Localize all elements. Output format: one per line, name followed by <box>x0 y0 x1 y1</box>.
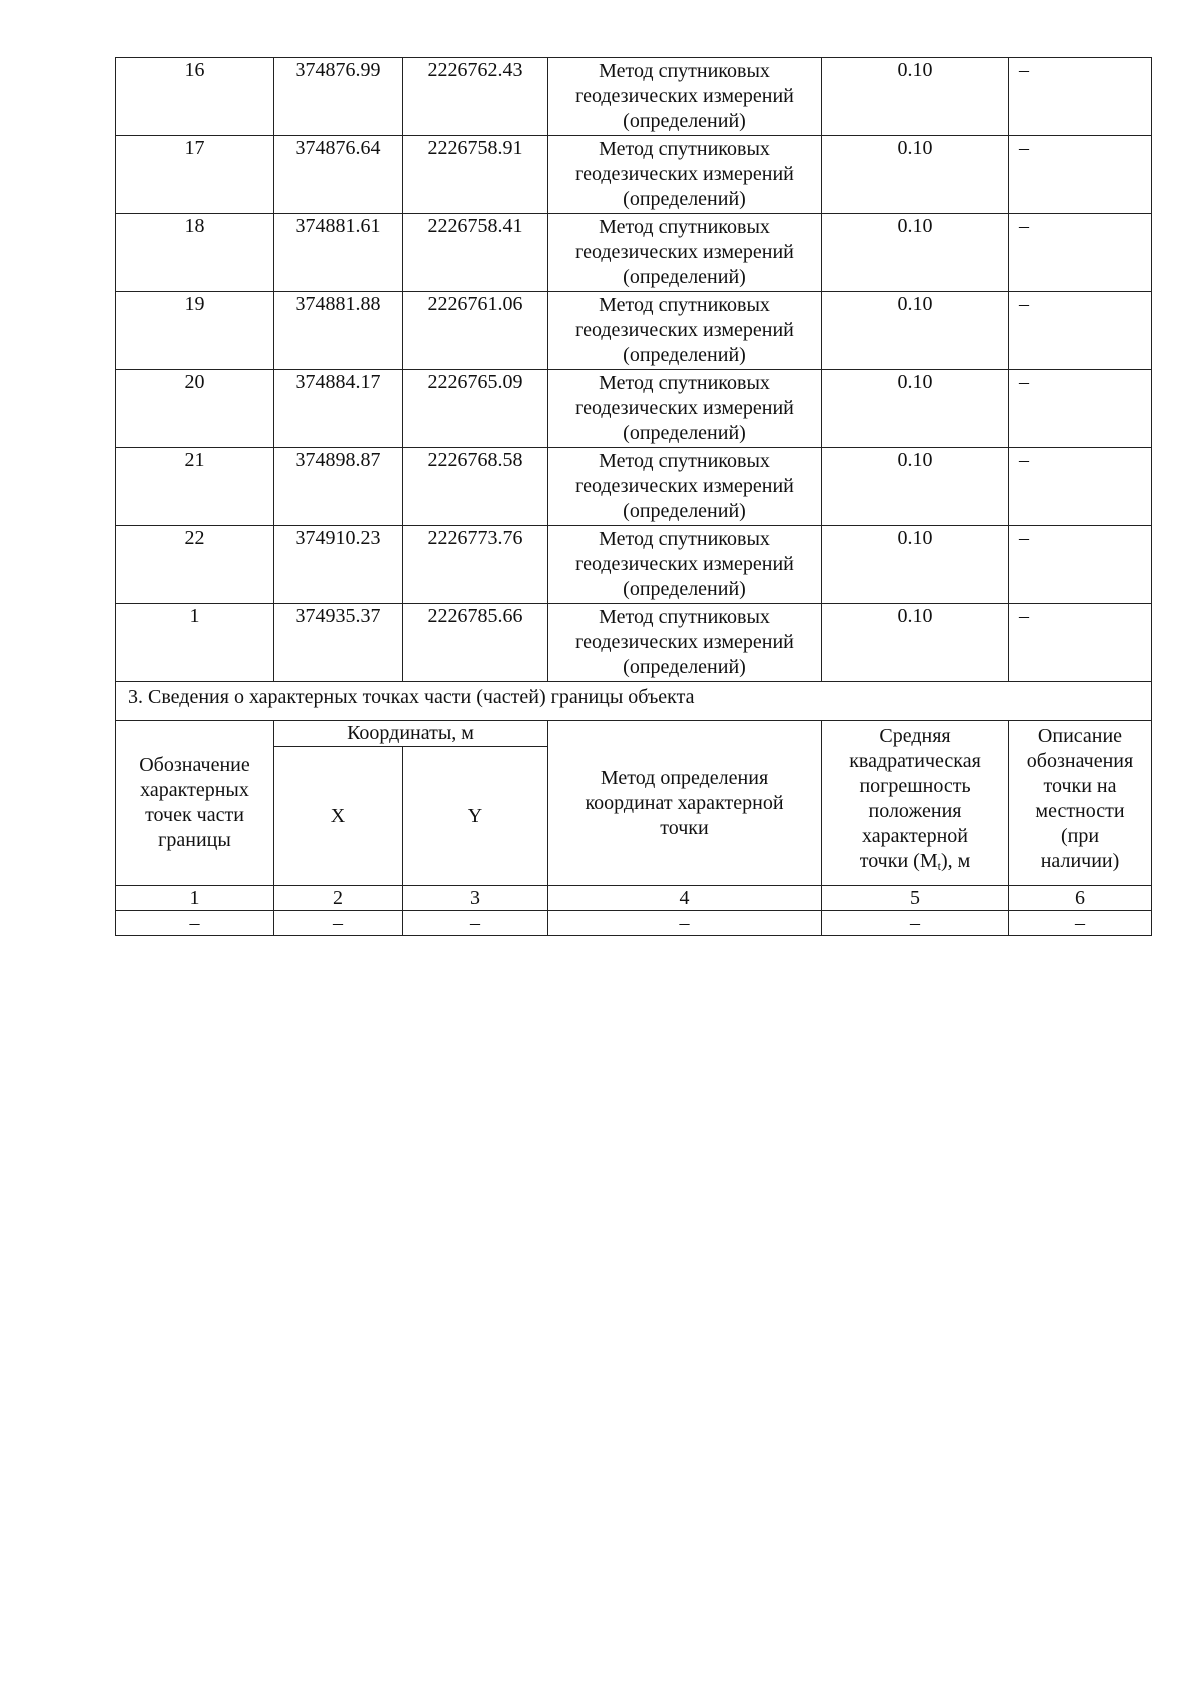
method-line: Метод спутниковых <box>599 138 770 160</box>
point-description: – <box>1009 604 1152 682</box>
header-method: Метод определения координат характерной точки <box>548 721 822 886</box>
empty-cell: – <box>1009 911 1152 936</box>
column-number: 3 <box>403 886 548 911</box>
method-line: (определений) <box>623 188 746 210</box>
method-cell <box>548 604 822 682</box>
header-y: Y <box>403 747 548 886</box>
method-line: геодезических измерений <box>575 631 794 653</box>
table-row <box>116 604 1152 682</box>
method-line: геодезических измерений <box>575 553 794 575</box>
method-line: Метод спутниковых <box>599 294 770 316</box>
table-row <box>116 58 1152 136</box>
method-line: (определений) <box>623 656 746 678</box>
method-line: геодезических измерений <box>575 85 794 107</box>
column-numbers-row <box>116 886 1152 911</box>
coordinate-x: 374898.87 <box>274 448 403 526</box>
method-cell <box>548 58 822 136</box>
method-line: геодезических измерений <box>575 475 794 497</box>
header-x: X <box>274 747 403 886</box>
header-description: Описание обозначения точки на местности (при наличии) <box>1009 721 1152 886</box>
coordinate-y: 2226768.58 <box>403 448 548 526</box>
coordinate-x: 374876.64 <box>274 136 403 214</box>
coordinates-table <box>115 57 1152 936</box>
point-description: – <box>1009 214 1152 292</box>
header-point-designation: Обозначение характерных точек части границы <box>116 721 274 886</box>
point-description: – <box>1009 370 1152 448</box>
table-row <box>116 292 1152 370</box>
method-cell <box>548 136 822 214</box>
coordinate-x: 374881.88 <box>274 292 403 370</box>
method-line: Метод спутниковых <box>599 372 770 394</box>
empty-cell: – <box>548 911 822 936</box>
method-line: Метод спутниковых <box>599 450 770 472</box>
mean-square-error: 0.10 <box>822 604 1009 682</box>
method-line: Метод спутниковых <box>599 216 770 238</box>
method-line: (определений) <box>623 422 746 444</box>
point-number: 20 <box>116 370 274 448</box>
table-row <box>116 370 1152 448</box>
point-number: 17 <box>116 136 274 214</box>
empty-cell: – <box>822 911 1009 936</box>
method-line: геодезических измерений <box>575 397 794 419</box>
empty-cell: – <box>274 911 403 936</box>
coordinate-y: 2226762.43 <box>403 58 548 136</box>
method-line: Метод спутниковых <box>599 60 770 82</box>
mean-square-error: 0.10 <box>822 526 1009 604</box>
point-number: 19 <box>116 292 274 370</box>
point-description: – <box>1009 526 1152 604</box>
point-number: 18 <box>116 214 274 292</box>
table-row <box>116 136 1152 214</box>
coordinate-x: 374881.61 <box>274 214 403 292</box>
point-number: 16 <box>116 58 274 136</box>
coordinate-y: 2226758.41 <box>403 214 548 292</box>
header-mean-square-error: Средняя квадратическая погрешность положения характерной точки (Mt), м <box>822 721 1009 886</box>
coordinate-y: 2226758.91 <box>403 136 548 214</box>
method-cell <box>548 370 822 448</box>
mean-square-error: 0.10 <box>822 448 1009 526</box>
section-3-title: 3. Сведения о характерных точках части (частей) границы объекта <box>116 682 1152 721</box>
coordinate-y: 2226765.09 <box>403 370 548 448</box>
table-row <box>116 448 1152 526</box>
column-number: 6 <box>1009 886 1152 911</box>
empty-cell: – <box>116 911 274 936</box>
mean-square-error: 0.10 <box>822 136 1009 214</box>
method-line: (определений) <box>623 578 746 600</box>
table-row <box>116 526 1152 604</box>
column-number: 4 <box>548 886 822 911</box>
method-line: Метод спутниковых <box>599 528 770 550</box>
point-description: – <box>1009 136 1152 214</box>
point-number: 22 <box>116 526 274 604</box>
method-line: геодезических измерений <box>575 241 794 263</box>
point-description: – <box>1009 448 1152 526</box>
coordinate-x: 374910.23 <box>274 526 403 604</box>
coordinate-x: 374935.37 <box>274 604 403 682</box>
coordinate-x: 374884.17 <box>274 370 403 448</box>
method-line: геодезических измерений <box>575 163 794 185</box>
method-line: (определений) <box>623 110 746 132</box>
method-line: (определений) <box>623 266 746 288</box>
point-number: 21 <box>116 448 274 526</box>
method-line: Метод спутниковых <box>599 606 770 628</box>
point-description: – <box>1009 292 1152 370</box>
method-line: (определений) <box>623 500 746 522</box>
coordinate-y: 2226785.66 <box>403 604 548 682</box>
method-cell <box>548 448 822 526</box>
coordinate-x: 374876.99 <box>274 58 403 136</box>
coordinate-y: 2226773.76 <box>403 526 548 604</box>
mean-square-error: 0.10 <box>822 370 1009 448</box>
mean-square-error: 0.10 <box>822 58 1009 136</box>
point-description: – <box>1009 58 1152 136</box>
column-number: 2 <box>274 886 403 911</box>
coordinate-y: 2226761.06 <box>403 292 548 370</box>
table-row <box>116 214 1152 292</box>
column-number: 1 <box>116 886 274 911</box>
point-number: 1 <box>116 604 274 682</box>
mean-square-error: 0.10 <box>822 292 1009 370</box>
empty-cell: – <box>403 911 548 936</box>
method-line: (определений) <box>623 344 746 366</box>
header-coordinates: Координаты, м <box>274 721 548 747</box>
method-cell <box>548 526 822 604</box>
empty-data-row <box>116 911 1152 936</box>
mean-square-error: 0.10 <box>822 214 1009 292</box>
method-cell <box>548 214 822 292</box>
method-cell <box>548 292 822 370</box>
document-page <box>115 57 1151 936</box>
column-number: 5 <box>822 886 1009 911</box>
method-line: геодезических измерений <box>575 319 794 341</box>
